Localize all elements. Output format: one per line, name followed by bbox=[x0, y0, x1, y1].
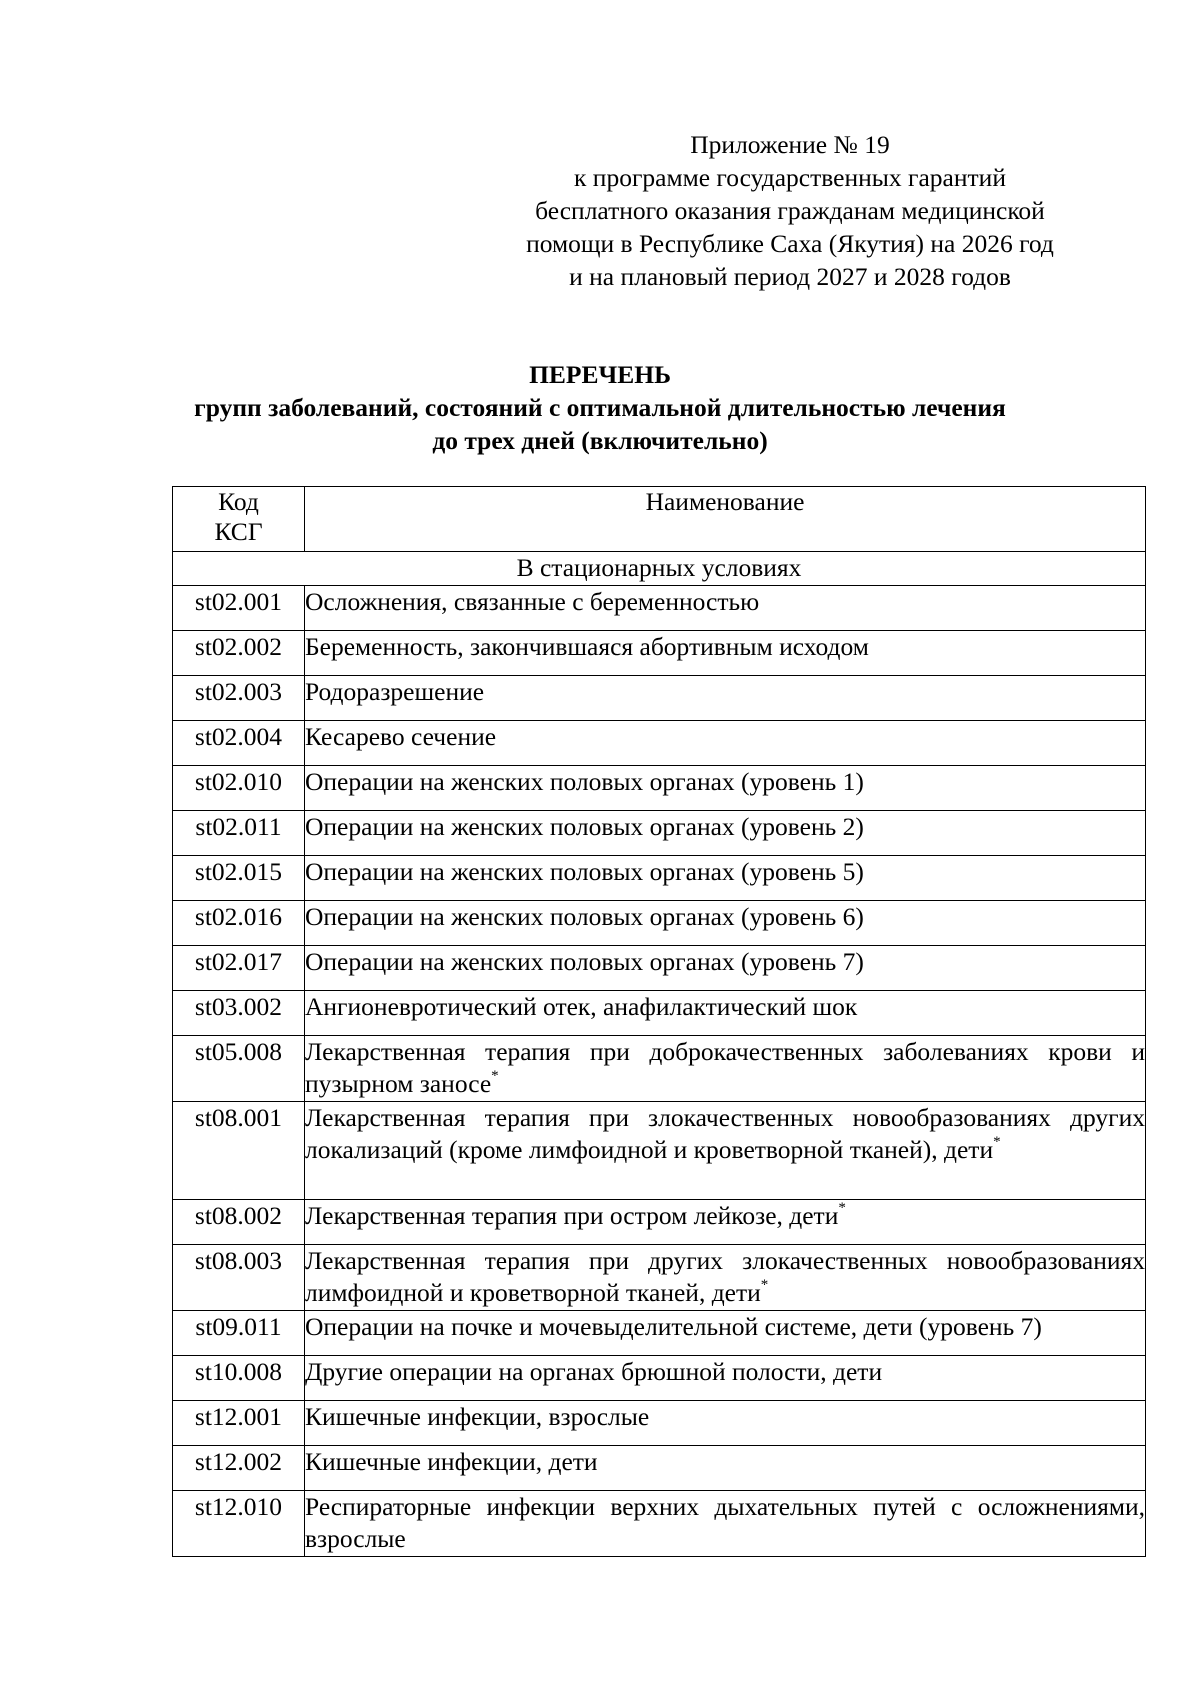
row-code: st02.010 bbox=[173, 766, 305, 811]
row-name: Беременность, закончившаяся абортивным исходом bbox=[305, 631, 1146, 676]
row-name-text: Лекарственная терапия при злокачественных новообразованиях других локализаций (кроме лимфоидной и кроветворной тканей), дети bbox=[305, 1103, 1145, 1164]
row-name: Ангионевротический отек, анафилактический шок bbox=[305, 991, 1146, 1036]
section-row bbox=[173, 552, 1146, 586]
row-code: st02.001 bbox=[173, 586, 305, 631]
row-code: st12.001 bbox=[173, 1401, 305, 1446]
table-row bbox=[173, 1311, 1146, 1356]
ksg-table bbox=[172, 486, 1146, 1557]
table-row bbox=[173, 1401, 1146, 1446]
title-subheading: групп заболеваний, состояний с оптимальной длительностью лечения bbox=[194, 393, 1006, 422]
row-name: Другие операции на органах брюшной полости, дети bbox=[305, 1356, 1146, 1401]
table-row bbox=[173, 676, 1146, 721]
row-name-text: Лекарственная терапия при других злокачественных новообразованиях лимфоидной и кроветворной тканей, дети bbox=[305, 1246, 1145, 1307]
header-name: Наименование bbox=[305, 487, 1146, 552]
row-name: Операции на женских половых органах (уровень 1) bbox=[305, 766, 1146, 811]
row-code: st03.002 bbox=[173, 991, 305, 1036]
row-code: st02.011 bbox=[173, 811, 305, 856]
row-code: st12.002 bbox=[173, 1446, 305, 1491]
section-title: В стационарных условиях bbox=[173, 552, 1146, 586]
row-name: Респираторные инфекции верхних дыхательных путей с осложнениями, взрослые bbox=[305, 1491, 1146, 1557]
row-name: Операции на женских половых органах (уровень 2) bbox=[305, 811, 1146, 856]
row-code: st02.002 bbox=[173, 631, 305, 676]
table-row bbox=[173, 901, 1146, 946]
title-heading: ПЕРЕЧЕНЬ bbox=[529, 360, 671, 389]
row-code: st02.017 bbox=[173, 946, 305, 991]
row-name: Операции на женских половых органах (уровень 7) bbox=[305, 946, 1146, 991]
row-code: st08.003 bbox=[173, 1245, 305, 1311]
row-code: st02.004 bbox=[173, 721, 305, 766]
row-name bbox=[305, 1200, 1146, 1245]
row-code: st02.003 bbox=[173, 676, 305, 721]
table-row bbox=[173, 766, 1146, 811]
header-code-line: КСГ bbox=[214, 517, 263, 546]
table-row bbox=[173, 1446, 1146, 1491]
row-name: Кишечные инфекции, дети bbox=[305, 1446, 1146, 1491]
row-code: st08.001 bbox=[173, 1102, 305, 1200]
table-row bbox=[173, 1102, 1146, 1200]
row-name: Осложнения, связанные с беременностью bbox=[305, 586, 1146, 631]
row-code: st09.011 bbox=[173, 1311, 305, 1356]
header-code-line: Код bbox=[218, 487, 259, 516]
appendix-line: к программе государственных гарантий bbox=[574, 163, 1006, 192]
table-row bbox=[173, 946, 1146, 991]
footnote-mark: * bbox=[760, 1276, 769, 1293]
table-row bbox=[173, 631, 1146, 676]
table-row bbox=[173, 1356, 1146, 1401]
appendix-line: Приложение № 19 bbox=[690, 130, 890, 159]
table-row bbox=[173, 1036, 1146, 1102]
footnote-mark: * bbox=[993, 1133, 1001, 1150]
row-code: st02.016 bbox=[173, 901, 305, 946]
footnote-mark: * bbox=[491, 1067, 499, 1084]
row-code: st05.008 bbox=[173, 1036, 305, 1102]
table-header-row bbox=[173, 487, 1146, 552]
row-name bbox=[305, 1245, 1146, 1311]
row-name: Родоразрешение bbox=[305, 676, 1146, 721]
row-name: Кишечные инфекции, взрослые bbox=[305, 1401, 1146, 1446]
header-code bbox=[173, 487, 305, 552]
row-code: st02.015 bbox=[173, 856, 305, 901]
appendix-line: и на плановый период 2027 и 2028 годов bbox=[569, 262, 1011, 291]
row-name: Операции на женских половых органах (уровень 5) bbox=[305, 856, 1146, 901]
row-name: Операции на почке и мочевыделительной системе, дети (уровень 7) bbox=[305, 1311, 1146, 1356]
row-name bbox=[305, 1102, 1146, 1200]
table-row bbox=[173, 856, 1146, 901]
row-code: st12.010 bbox=[173, 1491, 305, 1557]
row-code: st10.008 bbox=[173, 1356, 305, 1401]
row-name: Операции на женских половых органах (уровень 6) bbox=[305, 901, 1146, 946]
row-name-text: Лекарственная терапия при остром лейкозе, дети bbox=[305, 1201, 839, 1230]
row-name-text: Лекарственная терапия при доброкачественных заболеваниях крови и пузырном заносе bbox=[305, 1037, 1145, 1098]
appendix-header bbox=[490, 128, 1090, 293]
row-code: st08.002 bbox=[173, 1200, 305, 1245]
table-row bbox=[173, 1491, 1146, 1557]
row-name bbox=[305, 1036, 1146, 1102]
document-title bbox=[150, 358, 1050, 457]
title-subheading: до трех дней (включительно) bbox=[432, 426, 768, 455]
appendix-line: бесплатного оказания гражданам медицинской bbox=[535, 196, 1045, 225]
table-row bbox=[173, 721, 1146, 766]
table-row bbox=[173, 811, 1146, 856]
appendix-line: помощи в Республике Саха (Якутия) на 2026 год bbox=[526, 229, 1054, 258]
footnote-mark: * bbox=[838, 1199, 846, 1216]
row-name: Кесарево сечение bbox=[305, 721, 1146, 766]
table-row bbox=[173, 586, 1146, 631]
table-row bbox=[173, 1245, 1146, 1311]
table-row bbox=[173, 1200, 1146, 1245]
table-row bbox=[173, 991, 1146, 1036]
